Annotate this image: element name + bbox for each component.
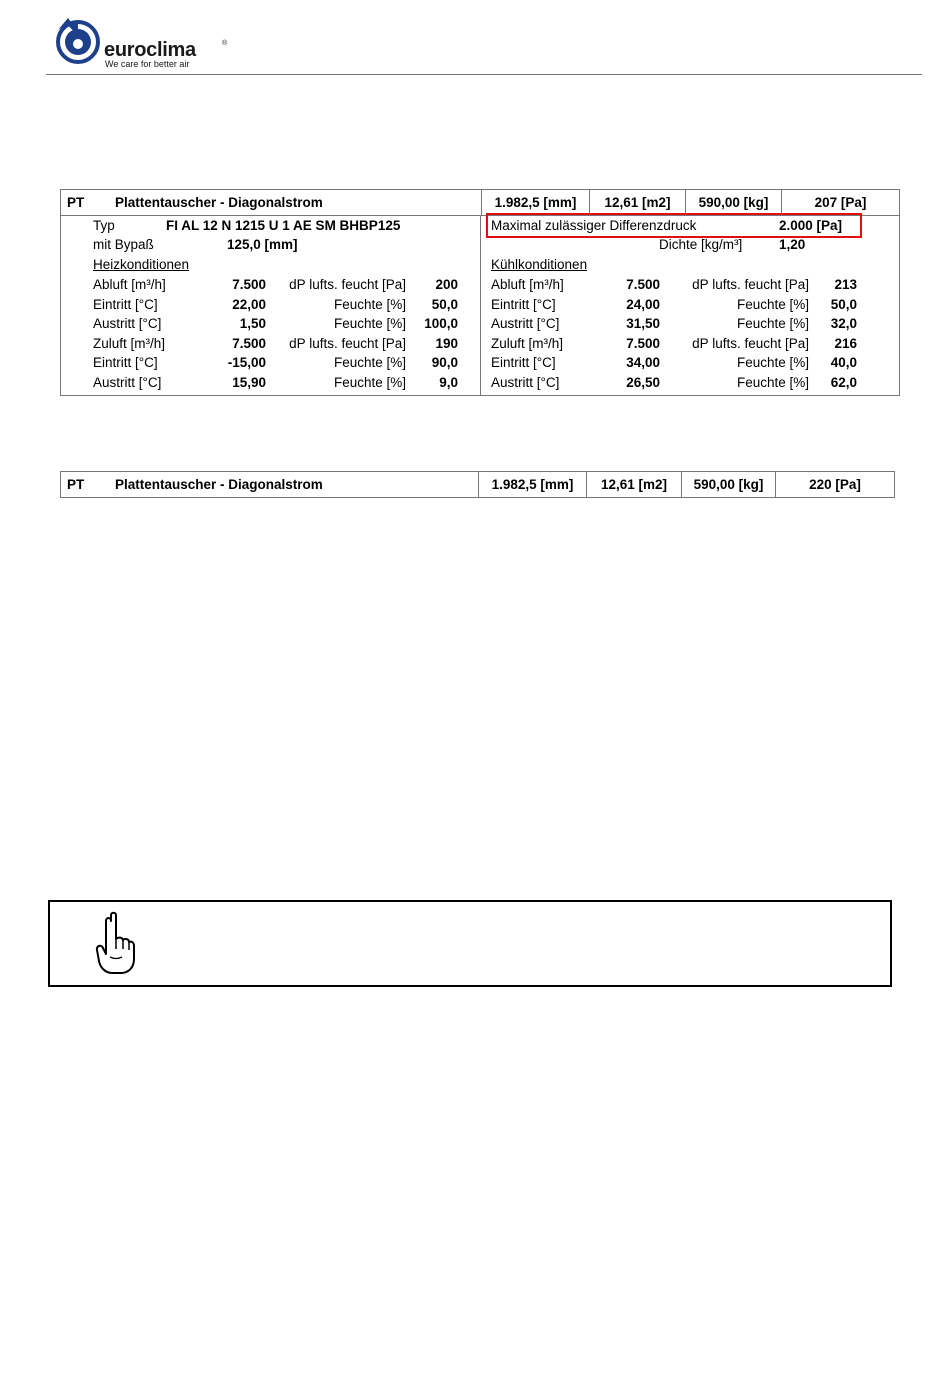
heating-row-value: 7.500: [232, 277, 266, 292]
cooling-row-label-secondary: Feuchte [%]: [736, 355, 809, 370]
header-weight: 590,00 [kg]: [685, 190, 781, 215]
note-box: [48, 900, 892, 987]
heating-row-label-secondary: Feuchte [%]: [333, 374, 406, 390]
cooling-row-label: Abluft [m³/h]: [491, 277, 564, 292]
heating-row-label: Zuluft [m³/h]: [93, 335, 166, 351]
cooling-row-value-secondary: 62,0: [830, 374, 857, 390]
heating-row-value: 7.500: [232, 335, 266, 351]
header-code: PT: [67, 195, 85, 210]
heating-row-label-secondary: Feuchte [%]: [333, 316, 406, 331]
heating-row-label-secondary: Feuchte [%]: [333, 296, 406, 312]
cooling-row-value: 7.500: [626, 335, 660, 351]
bypass-label: mit Bypaß: [93, 237, 154, 252]
typ-label: Typ: [93, 218, 115, 233]
cooling-row-value: 34,00: [626, 355, 660, 370]
cooling-row-label: Austritt [°C]: [491, 316, 560, 331]
heating-row-value: 22,00: [232, 296, 266, 312]
cooling-title: Kühlkonditionen: [491, 257, 588, 272]
heating-row-value-secondary: 50,0: [431, 296, 458, 312]
header-weight: 590,00 [kg]: [681, 472, 775, 497]
cooling-row-label: Eintritt [°C]: [491, 296, 556, 312]
header-pressure: 220 [Pa]: [775, 472, 894, 497]
logo-registered: ®: [222, 40, 228, 47]
cooling-row-label: Zuluft [m³/h]: [491, 335, 564, 351]
density-label: Dichte [kg/m³]: [659, 237, 743, 252]
heating-row-label: Eintritt [°C]: [93, 355, 158, 370]
cooling-row-value-secondary: 50,0: [830, 296, 857, 312]
cooling-row-value: 7.500: [626, 277, 660, 292]
heating-row-label: Austritt [°C]: [93, 316, 162, 331]
heating-row-label: Austritt [°C]: [93, 374, 162, 390]
cooling-row-value-secondary: 216: [834, 335, 857, 351]
heating-row-label: Eintritt [°C]: [93, 296, 158, 312]
cooling-row-label: Austritt [°C]: [491, 374, 560, 390]
max-pressure-highlight: [486, 213, 862, 238]
heating-row-label: Abluft [m³/h]: [93, 277, 166, 292]
cooling-row-value-secondary: 213: [834, 277, 857, 292]
max-pressure-value: 2.000 [Pa]: [779, 218, 843, 233]
exchanger-summary-table: [60, 471, 895, 498]
cooling-row-value: 31,50: [626, 316, 660, 331]
header-title: Plattentauscher - Diagonalstrom: [115, 477, 323, 492]
column-divider: [480, 215, 481, 395]
header-area: 12,61 [m2]: [586, 472, 681, 497]
exchanger-spec-table: [60, 189, 900, 396]
cooling-row-label-secondary: Feuchte [%]: [736, 296, 809, 312]
header-area: 12,61 [m2]: [589, 190, 685, 215]
heating-row-label-secondary: Feuchte [%]: [333, 355, 406, 370]
cooling-row-value-secondary: 32,0: [830, 316, 857, 331]
cooling-row-label: Eintritt [°C]: [491, 355, 556, 370]
heating-row-label-secondary: dP lufts. feucht [Pa]: [289, 335, 406, 351]
heating-row-value-secondary: 9,0: [439, 374, 458, 390]
cooling-row-value: 26,50: [626, 374, 660, 390]
heating-row-label-secondary: dP lufts. feucht [Pa]: [289, 277, 406, 292]
pointing-hand-icon: [92, 911, 138, 977]
cooling-row-value: 24,00: [626, 296, 660, 312]
heating-row-value: -15,00: [227, 355, 266, 370]
header-code: PT: [67, 477, 85, 492]
heating-row-value-secondary: 100,0: [424, 316, 458, 331]
cooling-row-label-secondary: Feuchte [%]: [736, 374, 809, 390]
logo-tagline: We care for better air: [105, 59, 190, 69]
density-value: 1,20: [779, 237, 806, 252]
heating-row-value-secondary: 190: [435, 335, 458, 351]
heating-title: Heizkonditionen: [93, 257, 190, 272]
header-title: Plattentauscher - Diagonalstrom: [115, 195, 323, 210]
header-pressure: 207 [Pa]: [781, 190, 899, 215]
heating-row-value: 15,90: [232, 374, 266, 390]
heating-row-value: 1,50: [239, 316, 266, 331]
cooling-row-label-secondary: dP lufts. feucht [Pa]: [692, 335, 809, 351]
heating-row-value-secondary: 200: [435, 277, 458, 292]
logo-brand: euroclima: [104, 39, 196, 61]
header-length: 1.982,5 [mm]: [478, 472, 586, 497]
cooling-row-value-secondary: 40,0: [830, 355, 857, 370]
header-length: 1.982,5 [mm]: [481, 190, 589, 215]
logo-mark-icon: [52, 14, 104, 66]
bypass-value: 125,0 [mm]: [227, 237, 298, 252]
cooling-row-label-secondary: Feuchte [%]: [736, 316, 809, 331]
table-header-row: [61, 472, 894, 497]
typ-value: FI AL 12 N 1215 U 1 AE SM BHBP125: [166, 218, 401, 233]
cooling-row-label-secondary: dP lufts. feucht [Pa]: [692, 277, 809, 292]
heating-row-value-secondary: 90,0: [431, 355, 458, 370]
max-pressure-label: Maximal zulässiger Differenzdruck: [491, 218, 697, 233]
header-rule: [46, 74, 922, 75]
